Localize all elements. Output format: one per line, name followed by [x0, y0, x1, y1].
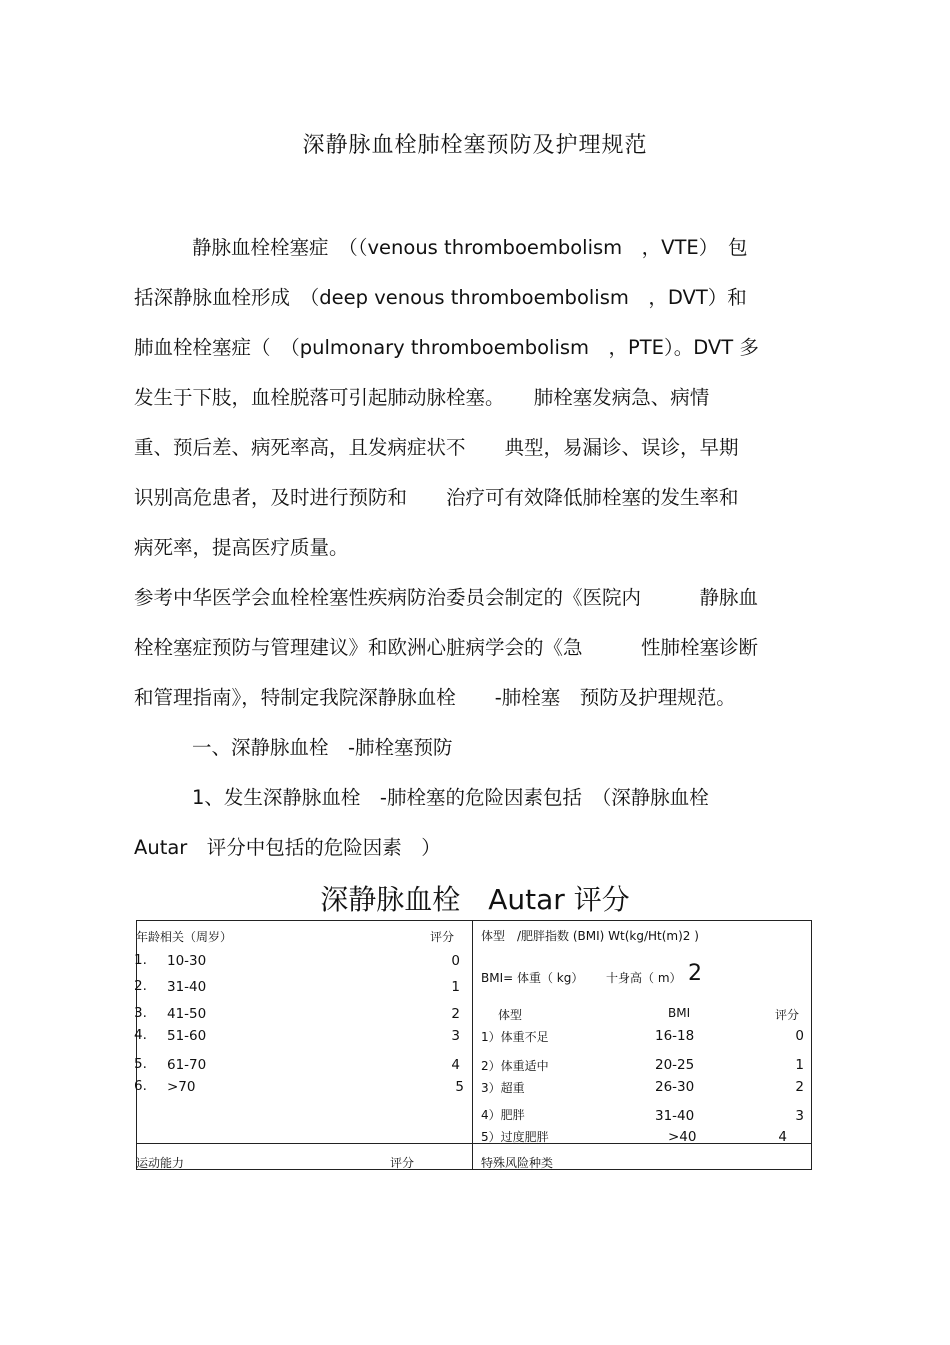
age-row-score: 0 [451, 953, 460, 969]
page-title: 深静脉血栓肺栓塞预防及护理规范 [302, 133, 648, 158]
bmi-row-type: 4）肥胖 [481, 1108, 525, 1122]
age-row-num: 6. [134, 1078, 147, 1094]
bmi-formula-right: 十身高（ m） [606, 971, 682, 985]
bmi-header: 体型 /肥胖指数 (BMI) Wt(kg/Ht(m)2 ) [481, 929, 699, 943]
bmi-row-type: 2）体重适中 [481, 1059, 549, 1073]
para2-line: 和管理指南》，特制定我院深静脉血栓 -肺栓塞 预防及护理规范。 [134, 686, 736, 709]
bmi-col-type: 体型 [498, 1008, 523, 1022]
age-row-score: 4 [451, 1057, 460, 1073]
para1-line: 识别高危患者，及时进行预防和 治疗可有效降低肺栓塞的发生率和 [134, 486, 739, 509]
para1-line: 肺血栓栓塞症（ （pulmonary thromboembolism ，PTE）。DVT 多 [134, 336, 759, 359]
item-text: Autar 评分中包括的危险因素 ） [134, 836, 441, 859]
age-row-num: 5. [134, 1056, 147, 1072]
bmi-col-bmi: BMI [668, 1006, 691, 1020]
table-divider [136, 1143, 811, 1144]
age-row-score: 1 [451, 979, 460, 995]
table-title: 深静脉血栓 Autar 评分 [320, 883, 630, 916]
table-divider [472, 920, 473, 1169]
bmi-row-value: 26-30 [655, 1079, 695, 1095]
para2-line: 参考中华医学会血栓栓塞性疾病防治委员会制定的《医院内 静脉血 [134, 586, 759, 609]
age-header: 年龄相关（周岁） [136, 930, 233, 944]
age-row-range: 51-60 [167, 1028, 207, 1044]
age-row-range: 31-40 [167, 979, 207, 995]
age-row-score: 2 [451, 1006, 460, 1022]
age-row-range: >70 [167, 1079, 196, 1095]
bmi-row-score: 1 [795, 1057, 804, 1073]
bmi-row-value: 20-25 [655, 1057, 695, 1073]
age-row-range: 10-30 [167, 953, 207, 969]
age-row-range: 61-70 [167, 1057, 207, 1073]
bmi-row-score: 2 [795, 1079, 804, 1095]
age-row-score: 5 [455, 1079, 464, 1095]
para1-line: 静脉血栓栓塞症 （（venous thromboembolism ，VTE） 包 [192, 236, 748, 259]
section-heading: 一、深静脉血栓 -肺栓塞预防 [192, 736, 453, 759]
para1-line: 重、预后差、病死率高，且发病症状不 典型，易漏诊、误诊，早期 [134, 436, 739, 459]
table-border [136, 920, 812, 1170]
age-row-num: 3. [134, 1005, 147, 1021]
bmi-row-value: 31-40 [655, 1108, 695, 1124]
bmi-formula-left: BMI= 体重（ kg） [481, 971, 584, 985]
age-row-range: 41-50 [167, 1006, 207, 1022]
bmi-col-score: 评分 [775, 1008, 800, 1022]
mobility-header: 运动能力 [136, 1156, 185, 1170]
age-row-score: 3 [451, 1028, 460, 1044]
para1-line: 病死率，提高医疗质量。 [134, 536, 349, 559]
bmi-row-value: 16-18 [655, 1028, 695, 1044]
para1-line: 发生于下肢，血栓脱落可引起肺动脉栓塞。 肺栓塞发病急、病情 [134, 386, 710, 409]
age-row-num: 1. [134, 952, 147, 968]
bmi-row-type: 5）过度肥胖 [481, 1130, 549, 1144]
mobility-score-header: 评分 [390, 1156, 415, 1170]
age-row-num: 4. [134, 1027, 147, 1043]
item-text: 1、发生深静脉血栓 -肺栓塞的危险因素包括 （深静脉血栓 [192, 786, 709, 809]
special-risk-header: 特殊风险种类 [481, 1156, 554, 1170]
bmi-formula-exponent: 2 [688, 961, 702, 986]
bmi-row-score: 0 [795, 1028, 804, 1044]
para2-line: 栓栓塞症预防与管理建议》和欧洲心脏病学会的《急 性肺栓塞诊断 [134, 636, 759, 659]
age-score-header: 评分 [430, 930, 455, 944]
age-row-num: 2. [134, 978, 147, 994]
bmi-row-value: >40 [668, 1129, 697, 1145]
bmi-row-type: 1）体重不足 [481, 1030, 549, 1044]
bmi-row-score: 4 [778, 1129, 787, 1145]
bmi-row-score: 3 [795, 1108, 804, 1124]
para1-line: 括深静脉血栓形成 （deep venous thromboembolism ，DVT）和 [134, 286, 747, 309]
bmi-row-type: 3）超重 [481, 1081, 525, 1095]
